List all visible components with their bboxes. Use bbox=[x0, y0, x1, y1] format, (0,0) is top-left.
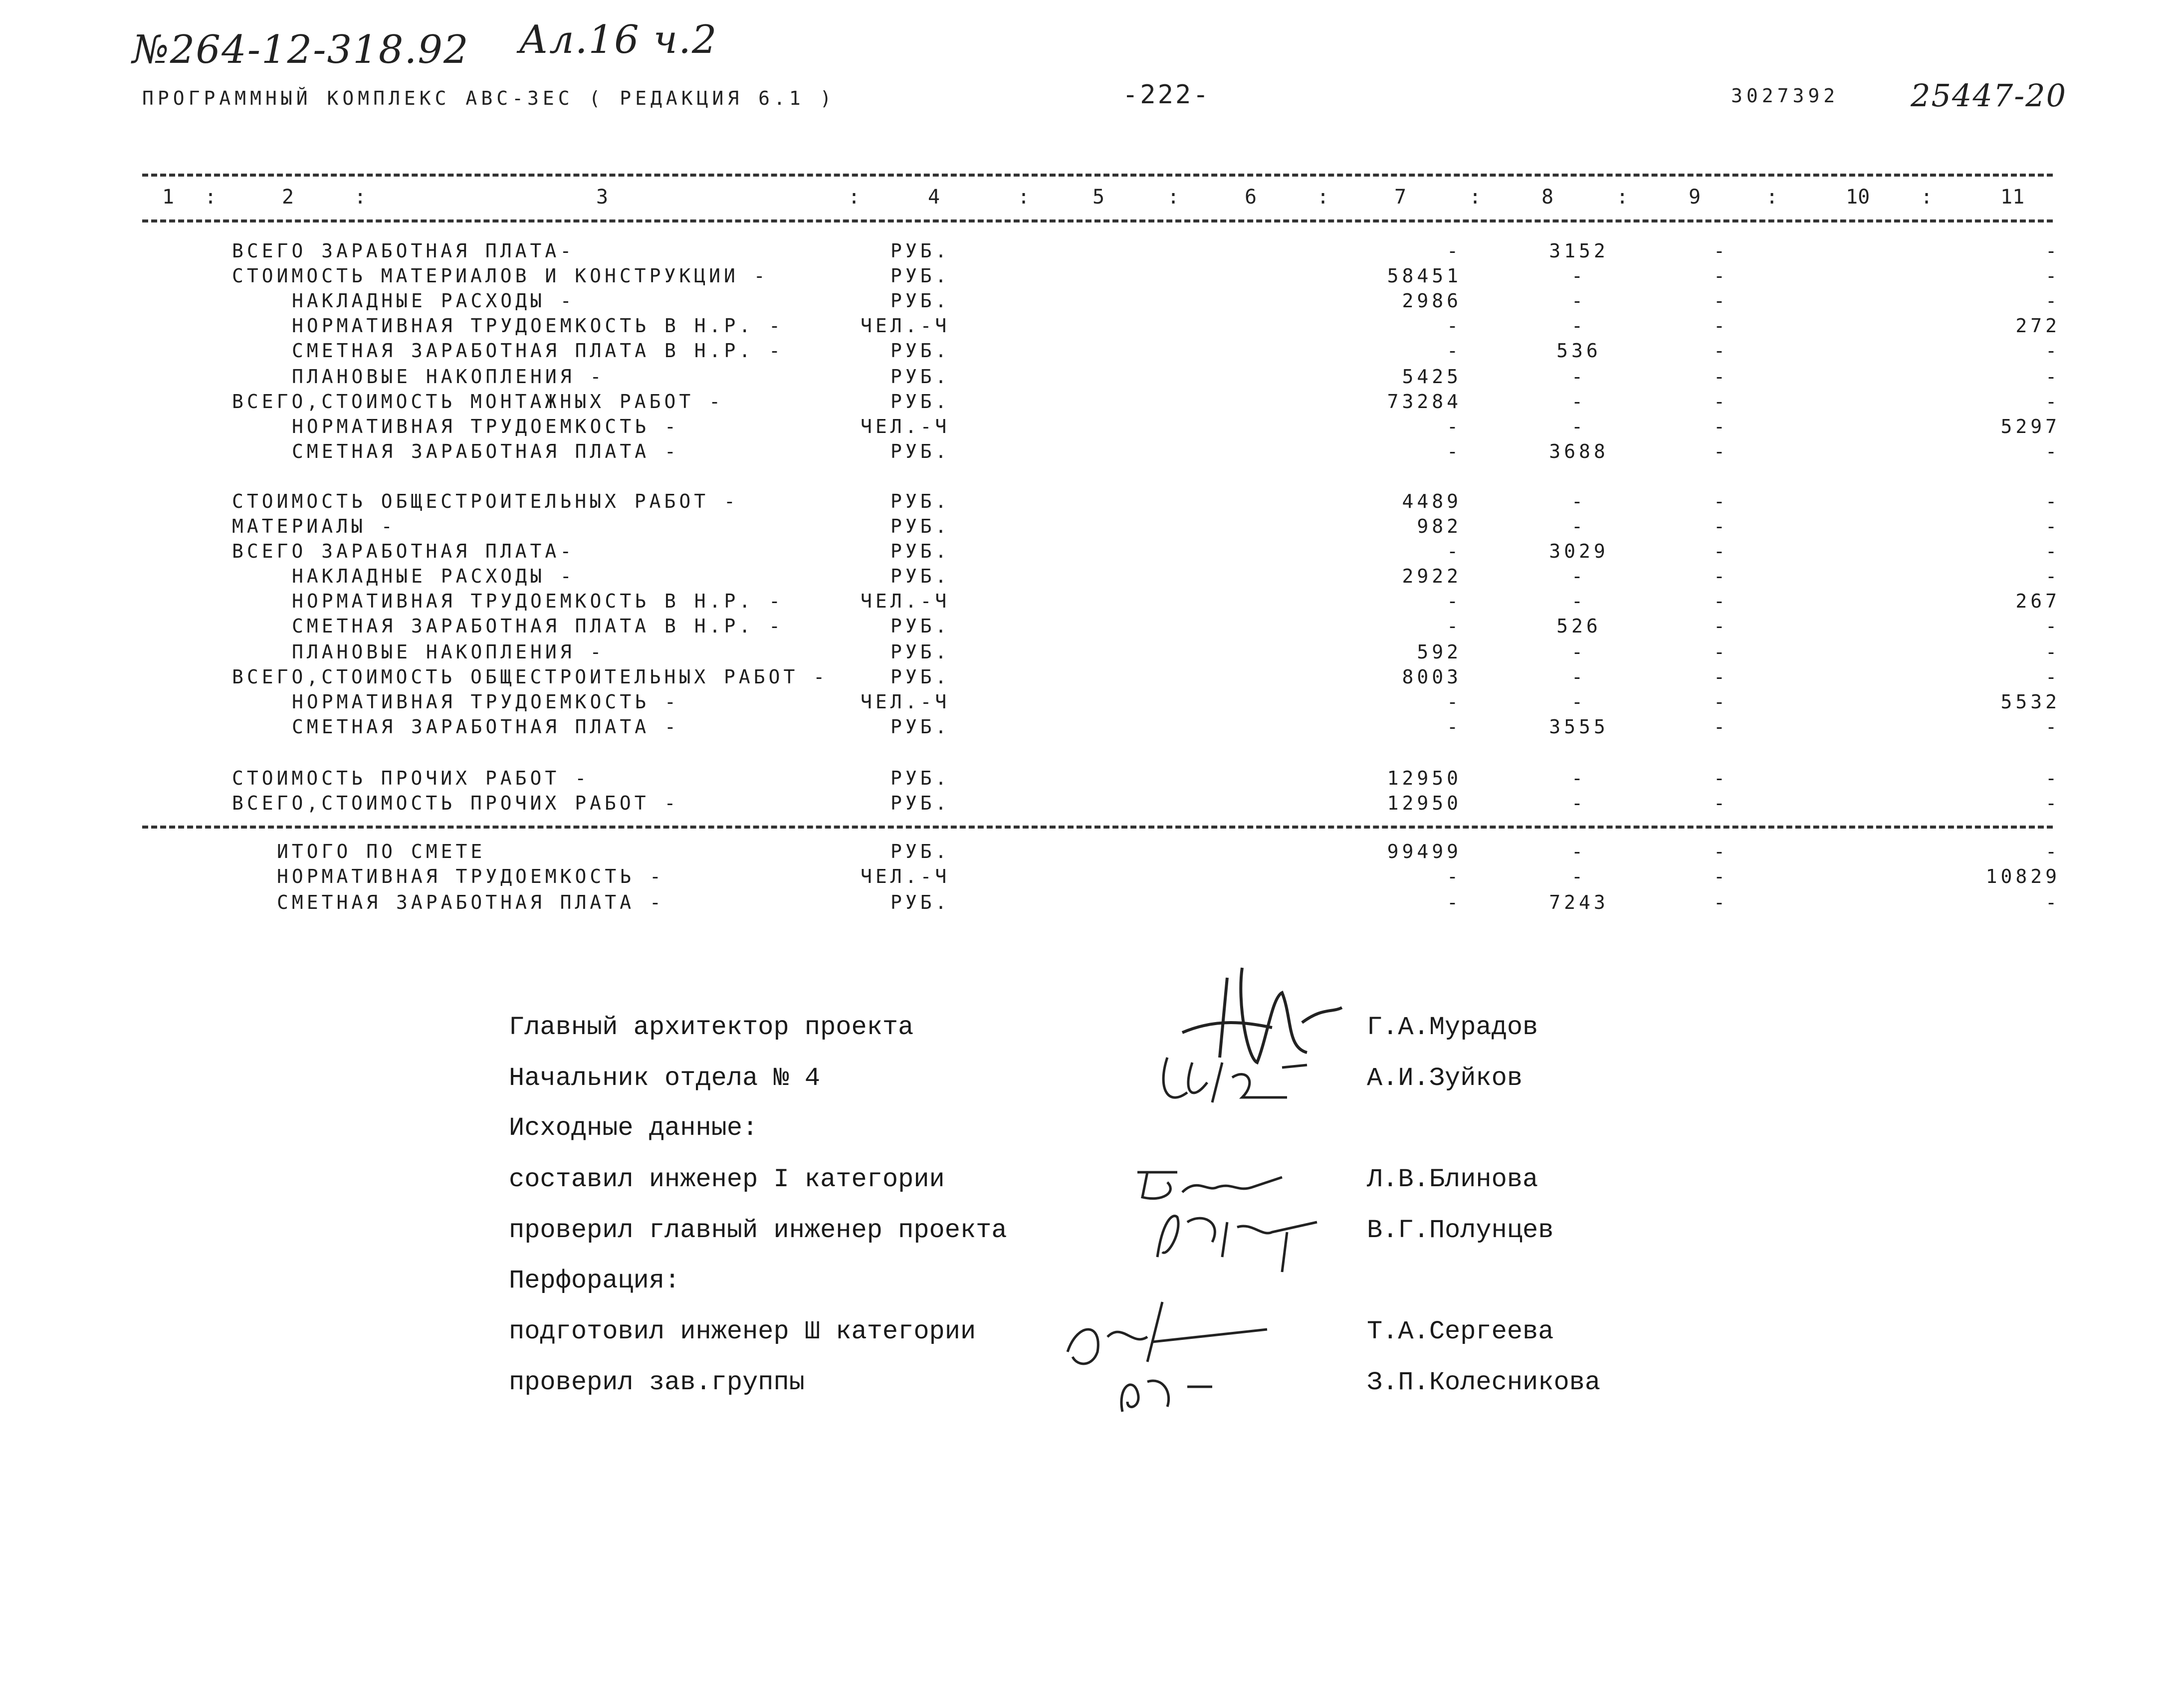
table-row bbox=[0, 439, 2180, 464]
row-label: ВСЕГО,СТОИМОСТЬ ПРОЧИХ РАБОТ - bbox=[232, 792, 679, 814]
row-col8-value: - bbox=[1571, 691, 1586, 713]
column-separator: : bbox=[1921, 186, 1933, 209]
row-col7-value: 2922 bbox=[1402, 565, 1462, 587]
program-header: ПРОГРАММНЫЙ КОМПЛЕКС АВС-3ЕС ( РЕДАКЦИЯ 6.1 ) bbox=[142, 87, 836, 109]
row-col8-value: 7243 bbox=[1549, 891, 1609, 913]
row-col8-value: - bbox=[1571, 666, 1586, 688]
row-label: ВСЕГО,СТОИМОСТЬ ОБЩЕСТРОИТЕЛЬНЫХ РАБОТ - bbox=[232, 666, 829, 688]
column-separator: : bbox=[354, 186, 367, 209]
row-label: СТОИМОСТЬ МАТЕРИАЛОВ И КОНСТРУКЦИИ - bbox=[232, 265, 769, 287]
row-col11-value: - bbox=[2045, 792, 2060, 814]
signature-sergeeva bbox=[1048, 1292, 1297, 1427]
table-row bbox=[0, 238, 2180, 263]
table-row bbox=[0, 689, 2180, 714]
row-col8-value: - bbox=[1571, 792, 1586, 814]
row-col7-value: 12950 bbox=[1387, 792, 1462, 814]
table-row bbox=[0, 614, 2180, 639]
table-row bbox=[0, 589, 2180, 614]
row-col11-value: - bbox=[2045, 490, 2060, 512]
row-unit: РУБ. bbox=[890, 540, 950, 562]
column-header: 6 bbox=[1245, 186, 1257, 209]
column-separator: : bbox=[848, 186, 861, 209]
row-col8-value: - bbox=[1571, 841, 1586, 862]
row-col7-value: 8003 bbox=[1402, 666, 1462, 688]
row-col9-value: - bbox=[1714, 716, 1729, 738]
column-header: 11 bbox=[2000, 186, 2025, 209]
row-unit: РУБ. bbox=[890, 490, 950, 512]
handwritten-inventory-number: 25447-20 bbox=[1911, 77, 2067, 114]
row-unit: ЧЕЛ.-Ч bbox=[861, 865, 950, 887]
row-col8-value: - bbox=[1571, 265, 1586, 287]
row-col9-value: - bbox=[1714, 865, 1729, 887]
row-col11-value: - bbox=[2045, 440, 2060, 462]
row-col7-value: - bbox=[1447, 315, 1462, 337]
table-row bbox=[0, 263, 2180, 288]
table-row bbox=[0, 364, 2180, 389]
row-col8-value: 3688 bbox=[1549, 440, 1609, 462]
document-code: 3027392 bbox=[1731, 85, 1839, 107]
row-col8-value: - bbox=[1571, 416, 1586, 437]
signature-zuykov bbox=[1157, 1048, 1317, 1112]
row-label: НОРМАТИВНАЯ ТРУДОЕМКОСТЬ - bbox=[292, 691, 679, 713]
row-col7-value: - bbox=[1447, 440, 1462, 462]
row-unit: РУБ. bbox=[890, 615, 950, 637]
table-row bbox=[0, 389, 2180, 414]
row-col7-value: 73284 bbox=[1387, 391, 1462, 413]
row-col11-value: - bbox=[2045, 565, 2060, 587]
row-label: СТОИМОСТЬ ОБЩЕСТРОИТЕЛЬНЫХ РАБОТ - bbox=[232, 490, 739, 512]
row-col7-value: 58451 bbox=[1387, 265, 1462, 287]
row-col9-value: - bbox=[1714, 366, 1729, 388]
row-col11-value: - bbox=[2045, 540, 2060, 562]
table-row bbox=[0, 839, 2180, 864]
row-unit: РУБ. bbox=[890, 767, 950, 789]
row-col11-value: - bbox=[2045, 767, 2060, 789]
table-row bbox=[0, 338, 2180, 363]
signature-poluntsev bbox=[1137, 1202, 1327, 1277]
row-label: СМЕТНАЯ ЗАРАБОТНАЯ ПЛАТА - bbox=[277, 891, 664, 913]
column-header: 9 bbox=[1689, 186, 1701, 209]
handwritten-album: Ал.16 ч.2 bbox=[519, 17, 718, 62]
row-col7-value: - bbox=[1447, 716, 1462, 738]
row-col7-value: - bbox=[1447, 891, 1462, 913]
row-col9-value: - bbox=[1714, 891, 1729, 913]
handwritten-doc-number: №264-12-318.92 bbox=[132, 27, 469, 72]
column-header: 5 bbox=[1092, 186, 1105, 209]
row-col9-value: - bbox=[1714, 540, 1729, 562]
row-col9-value: - bbox=[1714, 767, 1729, 789]
row-label: ПЛАНОВЫЕ НАКОПЛЕНИЯ - bbox=[292, 366, 605, 388]
row-col9-value: - bbox=[1714, 315, 1729, 337]
signature-role: подготовил инженер Ш категории bbox=[509, 1317, 976, 1346]
row-col11-value: - bbox=[2045, 290, 2060, 312]
row-col7-value: - bbox=[1447, 340, 1462, 362]
row-col7-value: - bbox=[1447, 416, 1462, 437]
table-row bbox=[0, 313, 2180, 338]
column-separator: : bbox=[1317, 186, 1329, 209]
row-unit: РУБ. bbox=[890, 565, 950, 587]
row-col7-value: 2986 bbox=[1402, 290, 1462, 312]
table-row bbox=[0, 514, 2180, 539]
column-header: 8 bbox=[1541, 186, 1554, 209]
row-unit: РУБ. bbox=[890, 290, 950, 312]
table-row bbox=[0, 890, 2180, 915]
row-col11-value: 5297 bbox=[2000, 416, 2060, 437]
table-row bbox=[0, 664, 2180, 689]
column-separator: : bbox=[1616, 186, 1629, 209]
row-col9-value: - bbox=[1714, 565, 1729, 587]
column-header: 1 bbox=[162, 186, 175, 209]
row-unit: РУБ. bbox=[890, 515, 950, 537]
signature-role: составил инженер I категории bbox=[509, 1165, 945, 1194]
signature-role: Перфорация: bbox=[509, 1266, 680, 1295]
row-col9-value: - bbox=[1714, 265, 1729, 287]
signatory-name: В.Г.Полунцев bbox=[1367, 1216, 1554, 1245]
row-label: СТОИМОСТЬ ПРОЧИХ РАБОТ - bbox=[232, 767, 590, 789]
row-col9-value: - bbox=[1714, 841, 1729, 862]
row-label: ПЛАНОВЫЕ НАКОПЛЕНИЯ - bbox=[292, 641, 605, 663]
row-col11-value: - bbox=[2045, 240, 2060, 262]
column-header: 3 bbox=[596, 186, 609, 209]
row-col8-value: 3029 bbox=[1549, 540, 1609, 562]
row-col7-value: 982 bbox=[1417, 515, 1462, 537]
signatory-name: З.П.Колесникова bbox=[1367, 1368, 1601, 1397]
row-unit: РУБ. bbox=[890, 440, 950, 462]
row-unit: ЧЕЛ.-Ч bbox=[861, 416, 950, 437]
row-col8-value: 3555 bbox=[1549, 716, 1609, 738]
row-col9-value: - bbox=[1714, 666, 1729, 688]
row-unit: РУБ. bbox=[890, 891, 950, 913]
row-col9-value: - bbox=[1714, 691, 1729, 713]
signature-role: проверил зав.группы bbox=[509, 1368, 805, 1397]
table-row bbox=[0, 564, 2180, 589]
row-col11-value: - bbox=[2045, 716, 2060, 738]
row-col7-value: 5425 bbox=[1402, 366, 1462, 388]
table-top-rule bbox=[142, 174, 2053, 177]
row-col11-value: - bbox=[2045, 265, 2060, 287]
signatory-name: Г.А.Мурадов bbox=[1367, 1013, 1538, 1042]
signature-role: проверил главный инженер проекта bbox=[509, 1216, 1007, 1245]
row-col9-value: - bbox=[1714, 792, 1729, 814]
row-unit: РУБ. bbox=[890, 716, 950, 738]
row-label: НОРМАТИВНАЯ ТРУДОЕМКОСТЬ В Н.Р. - bbox=[292, 590, 784, 612]
row-col7-value: - bbox=[1447, 691, 1462, 713]
row-unit: РУБ. bbox=[890, 240, 950, 262]
row-col8-value: - bbox=[1571, 391, 1586, 413]
row-label: СМЕТНАЯ ЗАРАБОТНАЯ ПЛАТА В Н.Р. - bbox=[292, 340, 784, 362]
row-label: НОРМАТИВНАЯ ТРУДОЕМКОСТЬ В Н.Р. - bbox=[292, 315, 784, 337]
row-col8-value: - bbox=[1571, 590, 1586, 612]
row-label: МАТЕРИАЛЫ - bbox=[232, 515, 396, 537]
signatory-name: А.И.Зуйков bbox=[1367, 1064, 1523, 1093]
row-unit: РУБ. bbox=[890, 265, 950, 287]
row-col9-value: - bbox=[1714, 290, 1729, 312]
column-separator: : bbox=[1167, 186, 1180, 209]
row-label: ВСЕГО ЗАРАБОТНАЯ ПЛАТА- bbox=[232, 240, 575, 262]
row-label: НАКЛАДНЫЕ РАСХОДЫ - bbox=[292, 290, 575, 312]
row-col9-value: - bbox=[1714, 490, 1729, 512]
table-row bbox=[0, 640, 2180, 664]
row-unit: РУБ. bbox=[890, 366, 950, 388]
row-col9-value: - bbox=[1714, 340, 1729, 362]
row-unit: ЧЕЛ.-Ч bbox=[861, 691, 950, 713]
row-col7-value: 4489 bbox=[1402, 490, 1462, 512]
row-col8-value: - bbox=[1571, 515, 1586, 537]
table-row bbox=[0, 539, 2180, 564]
table-row bbox=[0, 791, 2180, 816]
row-col9-value: - bbox=[1714, 440, 1729, 462]
row-col8-value: - bbox=[1571, 641, 1586, 663]
table-row bbox=[0, 714, 2180, 739]
row-col8-value: - bbox=[1571, 490, 1586, 512]
row-unit: РУБ. bbox=[890, 792, 950, 814]
row-unit: РУБ. bbox=[890, 641, 950, 663]
table-row bbox=[0, 489, 2180, 514]
row-col9-value: - bbox=[1714, 641, 1729, 663]
table-row bbox=[0, 414, 2180, 439]
row-label: ВСЕГО,СТОИМОСТЬ МОНТАЖНЫХ РАБОТ - bbox=[232, 391, 724, 413]
row-col8-value: - bbox=[1571, 865, 1586, 887]
row-label: ИТОГО ПО СМЕТЕ bbox=[277, 841, 486, 862]
column-separator: : bbox=[205, 186, 217, 209]
row-label: НАКЛАДНЫЕ РАСХОДЫ - bbox=[292, 565, 575, 587]
row-col9-value: - bbox=[1714, 391, 1729, 413]
table-row bbox=[0, 864, 2180, 889]
row-col8-value: - bbox=[1571, 565, 1586, 587]
column-separator: : bbox=[1469, 186, 1482, 209]
row-col7-value: - bbox=[1447, 590, 1462, 612]
totals-rule bbox=[142, 826, 2053, 829]
row-col7-value: 99499 bbox=[1387, 841, 1462, 862]
row-col8-value: - bbox=[1571, 315, 1586, 337]
row-col11-value: 267 bbox=[2015, 590, 2060, 612]
row-col11-value: 272 bbox=[2015, 315, 2060, 337]
table-header-rule bbox=[142, 219, 2053, 222]
signature-role: Главный архитектор проекта bbox=[509, 1013, 914, 1042]
row-unit: ЧЕЛ.-Ч bbox=[861, 315, 950, 337]
page-number: -222- bbox=[1122, 80, 1211, 110]
row-col11-value: - bbox=[2045, 641, 2060, 663]
signatory-name: Л.В.Блинова bbox=[1367, 1165, 1538, 1194]
row-col9-value: - bbox=[1714, 615, 1729, 637]
row-col8-value: 526 bbox=[1556, 615, 1601, 637]
column-header: 4 bbox=[928, 186, 940, 209]
row-col11-value: - bbox=[2045, 666, 2060, 688]
row-label: НОРМАТИВНАЯ ТРУДОЕМКОСТЬ - bbox=[292, 416, 679, 437]
row-unit: ЧЕЛ.-Ч bbox=[861, 590, 950, 612]
row-col7-value: - bbox=[1447, 540, 1462, 562]
row-col9-value: - bbox=[1714, 240, 1729, 262]
row-col7-value: - bbox=[1447, 240, 1462, 262]
signature-blinova bbox=[1132, 1162, 1292, 1207]
row-col11-value: - bbox=[2045, 891, 2060, 913]
row-col8-value: - bbox=[1571, 767, 1586, 789]
row-col9-value: - bbox=[1714, 416, 1729, 437]
row-col8-value: - bbox=[1571, 290, 1586, 312]
row-label: НОРМАТИВНАЯ ТРУДОЕМКОСТЬ - bbox=[277, 865, 664, 887]
row-col9-value: - bbox=[1714, 590, 1729, 612]
column-header: 7 bbox=[1394, 186, 1407, 209]
row-unit: РУБ. bbox=[890, 841, 950, 862]
signatory-name: Т.А.Сергеева bbox=[1367, 1317, 1554, 1346]
row-col8-value: 3152 bbox=[1549, 240, 1609, 262]
row-col9-value: - bbox=[1714, 515, 1729, 537]
row-col11-value: 10829 bbox=[1985, 865, 2060, 887]
row-col11-value: - bbox=[2045, 366, 2060, 388]
table-row bbox=[0, 766, 2180, 791]
row-col7-value: - bbox=[1447, 865, 1462, 887]
row-col11-value: - bbox=[2045, 515, 2060, 537]
row-label: СМЕТНАЯ ЗАРАБОТНАЯ ПЛАТА - bbox=[292, 716, 679, 738]
row-unit: РУБ. bbox=[890, 666, 950, 688]
row-col11-value: - bbox=[2045, 841, 2060, 862]
row-label: СМЕТНАЯ ЗАРАБОТНАЯ ПЛАТА В Н.Р. - bbox=[292, 615, 784, 637]
row-col11-value: - bbox=[2045, 340, 2060, 362]
column-separator: : bbox=[1766, 186, 1778, 209]
row-col7-value: 12950 bbox=[1387, 767, 1462, 789]
row-col11-value: - bbox=[2045, 391, 2060, 413]
column-separator: : bbox=[1018, 186, 1030, 209]
signature-role: Начальник отдела № 4 bbox=[509, 1064, 821, 1093]
row-col11-value: 5532 bbox=[2000, 691, 2060, 713]
signature-role: Исходные данные: bbox=[509, 1113, 758, 1143]
row-label: ВСЕГО ЗАРАБОТНАЯ ПЛАТА- bbox=[232, 540, 575, 562]
row-unit: РУБ. bbox=[890, 391, 950, 413]
column-header: 10 bbox=[1846, 186, 1870, 209]
table-row bbox=[0, 288, 2180, 313]
row-col8-value: 536 bbox=[1556, 340, 1601, 362]
row-unit: РУБ. bbox=[890, 340, 950, 362]
row-col7-value: 592 bbox=[1417, 641, 1462, 663]
row-col8-value: - bbox=[1571, 366, 1586, 388]
row-col7-value: - bbox=[1447, 615, 1462, 637]
column-header: 2 bbox=[282, 186, 294, 209]
row-label: СМЕТНАЯ ЗАРАБОТНАЯ ПЛАТА - bbox=[292, 440, 679, 462]
row-col11-value: - bbox=[2045, 615, 2060, 637]
